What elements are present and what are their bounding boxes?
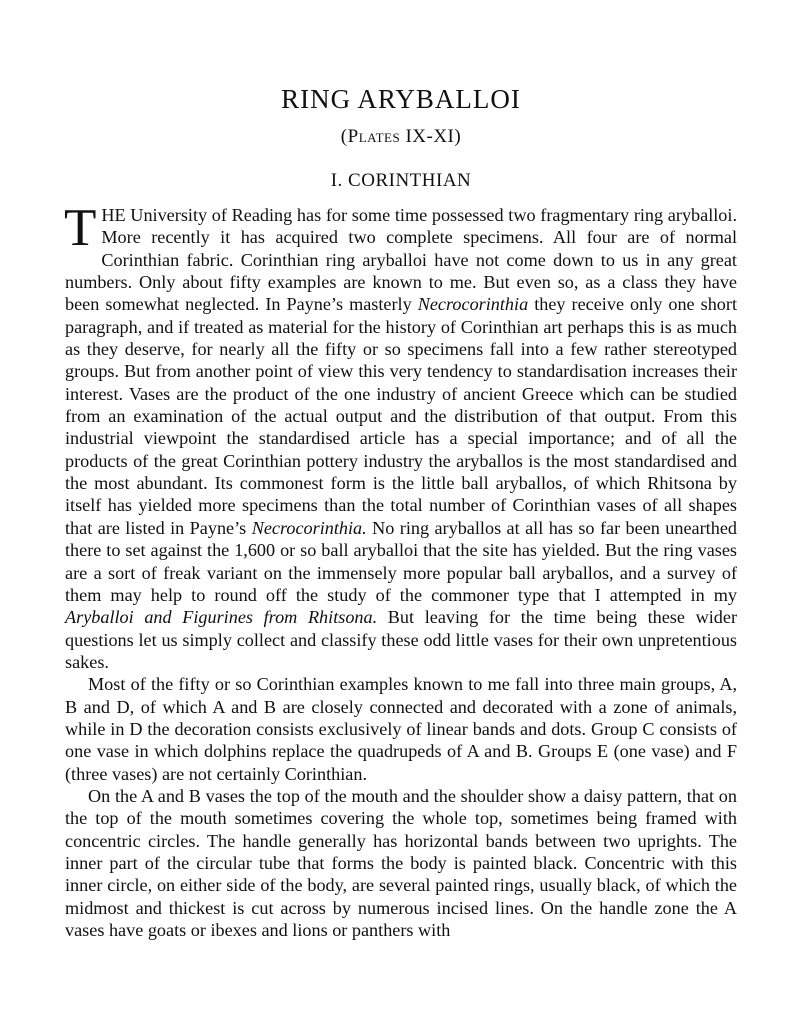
- paragraph-1-text-c: No ring aryballos at all has so far been unearthed there to set against the 1,600 or so ball aryballoi that the site has yielded. But the ring vases are a sort of freak variant on the immensely more popular ball aryballos, and a survey of them may help to round off the study of the commoner type that I attempted in my: [65, 517, 737, 605]
- paragraph-2: Most of the fifty or so Corinthian examples known to me fall into three main groups, A, B and D, of which A and B are closely connected and decorated with a zone of animals, while in D the decoration consists exclusively of linear bands and dots. Group C consists of one vase in which dolphins replace the quadrupeds of A and B. Groups E (one vase) and F (three vases) are not certainly Corinthian.: [65, 674, 737, 784]
- page-title: RING ARYBALLOI: [281, 84, 521, 114]
- paragraph-1-italic-b: Necrocorinthia.: [251, 517, 367, 538]
- paragraph-1: [64, 199, 738, 673]
- paragraph-1-text-d: But leaving for the time being these wider questions let us simply collect and classify these odd little vases for their own unpretentious sakes.: [65, 607, 737, 672]
- paragraph-1-text-a: HE University of Reading has for some time possessed two fragmentary ring aryballoi. More recently it has acquired two complete specimens. All four are of normal Corinthian fabric. Corinthian ring aryballoi have not come down to us in any great numbers. Only about fifty examples are known to me. But even so, as a class they have been somewhat neglected. In Payne’s masterly: [65, 205, 737, 315]
- paragraph-3: On the A and B vases the top of the mouth and the shoulder show a daisy pattern, that on the top of the mouth sometimes covering the whole top, sometimes being framed with concentric circles. The handle generally has horizontal bands between two uprights. The inner part of the circular tube that forms the body is painted black. Concentric with this inner circle, on either side of the body, are several painted rings, usually black, of which the midmost and thickest is cut across by numerous incised lines. On the handle zone the A vases have goats or ibexes and lions or panthers with: [65, 785, 737, 940]
- paragraph-1-italic-c: Aryballoi and Figurines from Rhitsona.: [65, 607, 378, 628]
- paragraph-1-italic-a: Necrocorinthia: [417, 294, 529, 315]
- section-heading: I. CORINTHIAN: [330, 170, 472, 191]
- paragraph-1-text-b: they receive only one short paragraph, and if treated as material for the history of Corinthian art perhaps this is as much as they deserve, for nearly all the fifty or so specimens fall into a few rather stereotyped groups. But from another point of view this very tendency to standardisation increases their interest. Vases are the product of the one industry of ancient Greece which can be studied from an examination of the actual output and the distribution of that output. From this industrial viewpoint the standardised article has a special importance; and of all the products of the great Corinthian pottery industry the aryballos is the most standardised and the most abundant. Its commonest form is the little ball aryballos, of which Rhitsona by itself has yielded more specimens than the total number of Corinthian vases of all shapes that are listed in Payne’s: [65, 294, 738, 538]
- body-text: [64, 199, 738, 941]
- drop-cap: T: [64, 199, 97, 257]
- plates-reference: (Plates IX-XI): [340, 126, 462, 147]
